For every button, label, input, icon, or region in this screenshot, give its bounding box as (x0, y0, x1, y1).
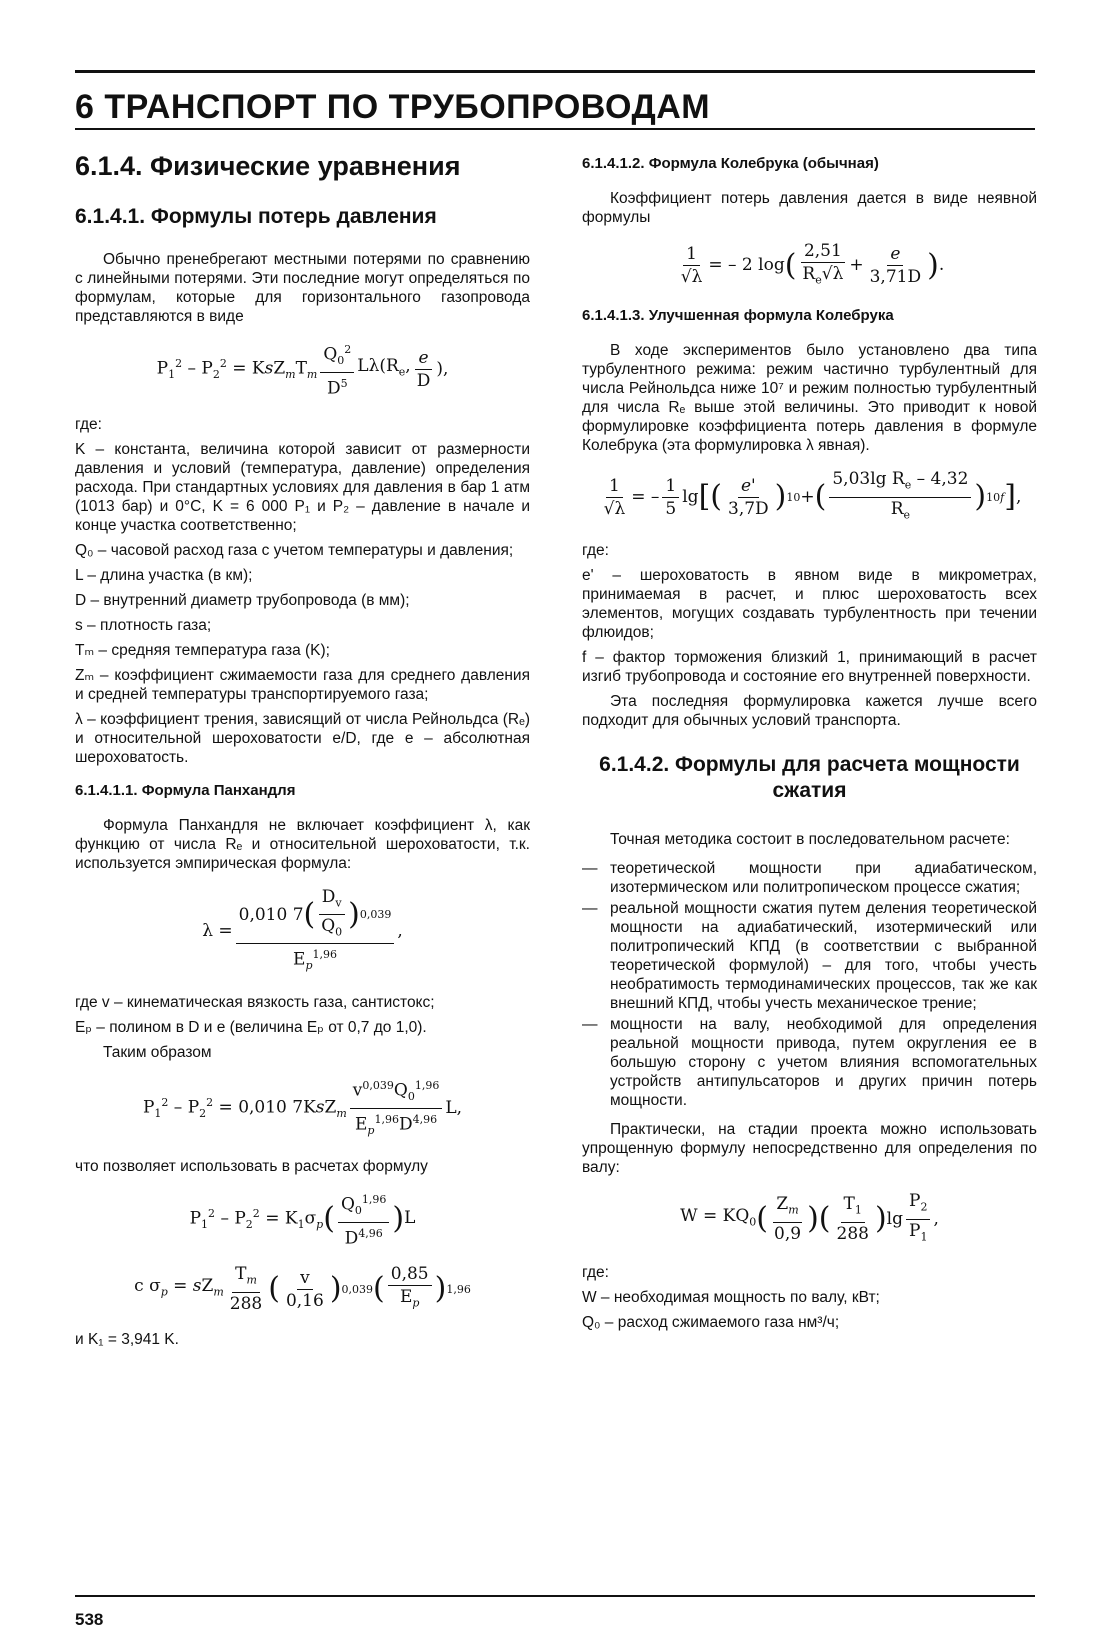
paragraph-practical: Практически, на стадии проекта можно использовать упрощенную формулу непосредственно для определения по валу: (582, 1121, 1037, 1177)
paragraph-power-intro: Точная методика состоит в последовательном расчете: (610, 831, 1010, 849)
top-rule-thin (75, 128, 1035, 130)
definition-s: s – плотность газа; (75, 616, 212, 634)
top-rule-thick (75, 70, 1035, 73)
formula-shaft-power: $W = KQ_0$ ( $\frac{Z_m}{0,9}$ ) ( $\frac{T_1}{288}$ ) lg $\frac{P_2}{P_1}$ , (680, 1191, 939, 1244)
paragraph-colebrook: Коэффициент потерь давления дается в виде неявной формулы (582, 190, 1037, 226)
formula-sigma: с $\sigma_p = sZ_m$ $\frac{T_m}{288}$ ( $\frac{v}{0,16}$ ) 0,039 ( $\frac{0,85}{E_p}$ ) 1,96 (134, 1264, 471, 1314)
paragraph-intro: Обычно пренебрегают местными потерями по сравнению с линейными потерями. Эти последние могут определяться по формулам, которые для горизонтального газопровода представляются в виде (75, 251, 530, 325)
label-where: где: (75, 415, 102, 433)
list-item: — реальной мощности сжатия путем деления теоретической мощности на адиабатический, изотермический или политропический КПД (в соответствии с выбранной теоретической формулой) – для того, чтобы учесть необратимость термодинамических процессов, так же как внешний КПД, чтобы учесть механическое трение; (582, 899, 1037, 1013)
definition-ep: Eₚ – полином в D и e (величина Eₚ от 0,7 до 1,0). (75, 1018, 427, 1036)
heading-colebrook: 6.1.4.1.2. Формула Колебрука (обычная) (582, 155, 879, 172)
chapter-title: 6 ТРАНСПОРТ ПО ТРУБОПРОВОДАМ (75, 88, 711, 126)
formula-pressure-drop: $P_1^2 - P_2^2 = KsZ_mT_m$ $\frac{Q_0^2}{D^5}$ $L\lambda(R_e$, $\frac{e}{D}$ ), (75, 340, 530, 399)
formula-colebrook: $\frac{1}{√\lambda}$ = – 2 log ( $\frac{2,51}{R_e√\lambda}$ + $\frac{e}{3,71D}$ ) . (680, 241, 945, 288)
definition-k: K – константа, величина которой зависит от размерности давления и условий (температура, давление) определения расхода. При стандартных условиях для давления в бар 1 атм (1013 бар) и 0°С, K = 6 000 P₁ и P₂ – давление в начале и конце участка соответственно; (75, 440, 530, 534)
power-steps-list (582, 859, 1037, 1110)
heading-physical-equations: 6.1.4. Физические уравнения (75, 151, 461, 181)
paragraph-allows: что позволяет использовать в расчетах формулу (75, 1157, 428, 1175)
formula-panhandle-pressure: $P_1^2 - P_2^2 = 0,010$ 7KsZ$_m$ $\frac{v^{0,039}Q_0^{1,96}}{E_p^{1,96}D^{4,96}}$ L, (75, 1076, 530, 1141)
heading-improved-colebrook: 6.1.4.1.3. Улучшенная формула Колебрука (582, 307, 894, 325)
label-where-power: где: (582, 1263, 609, 1281)
definition-zm: Zₘ – коэффициент сжимаемости газа для среднего давления и средней температуры транспортируемого газа; (75, 666, 530, 703)
definition-e-prime: e' – шероховатость в явном виде в микрометрах, принимаемая в расчет, и плюс шероховатость всех элементов, могущих создавать турбулентность при течении флюидов; (582, 567, 1037, 642)
heading-compression-power: 6.1.4.2. Формулы для расчета мощности сжатия (599, 753, 1020, 803)
heading-pressure-loss: 6.1.4.1. Формулы потерь давления (75, 205, 437, 228)
bottom-rule (75, 1595, 1035, 1597)
definition-q0: Q₀ – часовой расход газа с учетом температуры и давления; (75, 541, 514, 559)
formula-k1: $P_1^2 - P_2^2 = K_1\sigma_p$ ( $\frac{Q_0^{1,96}}{D^{4,96}}$ ) L (75, 1190, 530, 1249)
definition-q0-power: Q₀ – расход сжимаемого газа нм³/ч; (582, 1313, 840, 1331)
paragraph-last: Эта последняя формулировка кажется лучше всего подходит для обычных условий транспорта. (582, 693, 1037, 730)
definition-f: f – фактор торможения близкий 1, принимающий в расчет изгиб трубопровода и состояние его внутренней поверхности. (582, 649, 1037, 686)
definition-w: W – необходимая мощность по валу, кВт; (582, 1288, 880, 1306)
formula-panhandle-lambda: λ = 0,010 7 ( $\frac{D_v}{Q_0}$ ) 0,039 $E_p^{1,96}$ , (202, 886, 403, 973)
heading-panhandle: 6.1.4.1.1. Формула Панхандля (75, 781, 296, 799)
left-column (75, 150, 530, 1355)
label-where-right: где: (582, 542, 609, 560)
definition-v: где v – кинематическая вязкость газа, сантистокс; (75, 993, 435, 1011)
formula-improved-colebrook: $\frac{1}{√\lambda}$ = – $\frac{1}{5}$ lg [ ( $\frac{e'}{3,7D}$ ) 10 + ( $\frac{5,03\lg R_e - 4,32}{R_e}$ ) 10f ] , (603, 469, 1022, 522)
label-thus: Таким образом (103, 1043, 212, 1061)
definition-lambda: λ – коэффициент трения, зависящий от числа Рейнольдса (Rₑ) и относительной шероховатости e/D, где e – абсолютная шероховатость. (75, 710, 530, 766)
right-column (582, 150, 1037, 1338)
definition-k1: и K₁ = 3,941 K. (75, 1330, 179, 1348)
definition-d: D – внутренний диаметр трубопровода (в мм); (75, 591, 410, 609)
definition-l: L – длина участка (в км); (75, 566, 253, 584)
paragraph-panhandle: Формула Панхандля не включает коэффициент λ, как функцию от числа Rₑ и относительной шероховатости, т.к. используется эмпирическая формула: (75, 816, 530, 872)
paragraph-improved: В ходе экспериментов было установлено два типа турбулентного режима: режим частично турбулентный для числа Рейнольдса ниже 10⁷ и режим полностью турбулентный для числа Rₑ выше этой величины. Это приводит к новой формулировке коэффициента потерь давления в формуле Колебрука (эта формулировка λ явная). (582, 342, 1037, 455)
list-item: — теоретической мощности при адиабатическом, изотермическом или политропическом процессе сжатия; (582, 859, 1037, 897)
page-number: 538 (75, 1610, 104, 1629)
list-item: — мощности на валу, необходимой для определения реальной мощности привода, путем округления ее в большую сторону с учетом влияния вспомогательных устройств антипульсаторов и других причин потерь мощности. (582, 1015, 1037, 1110)
definition-tm: Tₘ – средняя температура газа (K); (75, 641, 330, 659)
